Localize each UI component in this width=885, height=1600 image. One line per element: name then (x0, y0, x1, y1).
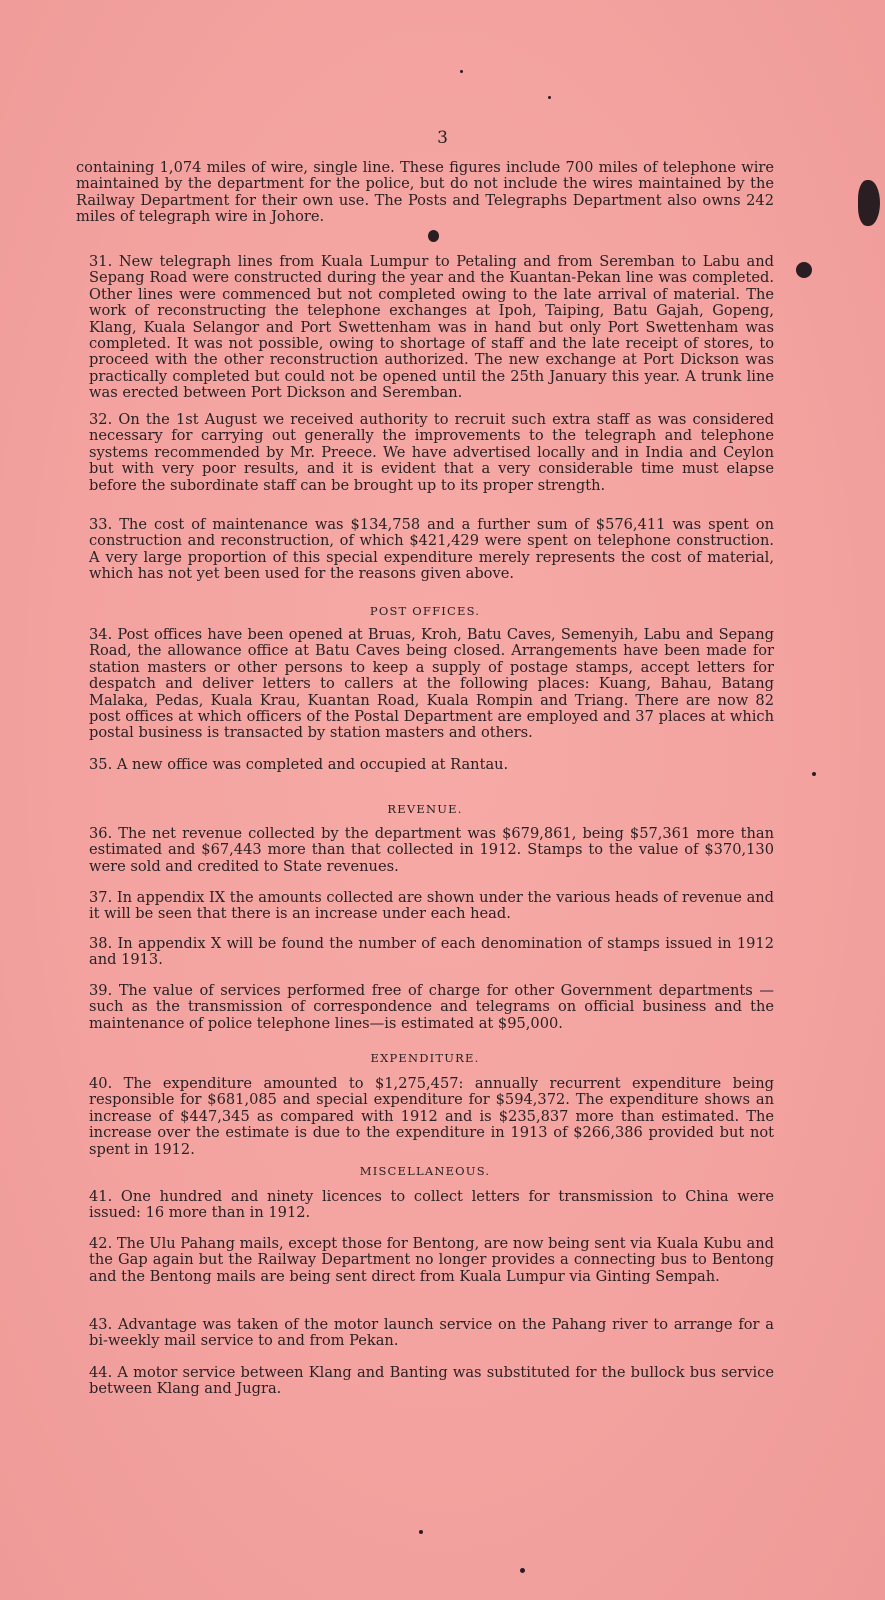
ink-speck (419, 1530, 423, 1534)
paragraph-32: 32. On the 1st August we received authority to recruit such extra staff as was considered necessary for carrying out generally the improvements to the telegraph and telephone systems recommended by Mr. Preece. We have advertised locally and in India and Ceylon but with very poor results, and it is evident that a very considerable time must elapse before the subordinate staff can be brought up to its proper strength. (89, 411, 774, 494)
paragraph-43: 43. Advantage was taken of the motor launch service on the Pahang river to arrange for a bi-weekly mail service to and from Pekan. (89, 1316, 774, 1350)
ink-blot (858, 180, 880, 226)
paragraph-36: 36. The net revenue collected by the department was $679,861, being $57,361 more than estimated and $67,443 more than that collected in 1912. Stamps to the value of $370,130 were sold and credited to State revenues. (89, 825, 774, 875)
paragraph-39: 39. The value of services performed free of charge for other Government departments —such as the transmission of correspondence and telegrams on official business and the maintenance of police telephone lines—is estimated at $95,000. (89, 982, 774, 1032)
ink-blot (796, 262, 812, 278)
ink-speck (460, 70, 463, 73)
heading-miscellaneous: MISCELLANEOUS. (359, 1164, 491, 1178)
paragraph-31: 31. New telegraph lines from Kuala Lumpur to Petaling and from Seremban to Labu and Sepang Road were constructed during the year and the Kuantan-Pekan line was completed. Other lines were commenced but not completed owing to the late arrival of material. The work of reconstructing the telephone exchanges at Ipoh, Taiping, Batu Gajah, Gopeng, Klang, Kuala Selangor and Port Swettenham was in hand but only Port Swettenham was completed. It was not possible, owing to shortage of staff and the late receipt of stores, to proceed with the other reconstruction authorized. The new exchange at Port Dickson was practically completed but could not be opened until the 25th January this year. A trunk line was erected between Port Dickson and Seremban. (89, 253, 774, 402)
ink-speck (548, 96, 551, 99)
paragraph-35: 35. A new office was completed and occupied at Rantau. (89, 756, 509, 773)
paragraph-34: 34. Post offices have been opened at Bruas, Kroh, Batu Caves, Semenyih, Labu and Sepang Road, the allowance office at Batu Caves being closed. Arrangements have been made for station masters or other persons to keep a supply of postage stamps, accept letters for despatch and deliver letters to callers at the following places: Kuang, Bahau, Batang Malaka, Pedas, Kuala Krau, Kuantan Road, Kuala Rompin and Triang. There are now 82 post offices at which officers of the Postal Department are employed and 37 places at which postal business is transacted by station masters and others. (89, 626, 774, 742)
paragraph-38: 38. In appendix X will be found the number of each denomination of stamps issued in 1912 and 1913. (89, 935, 774, 969)
paragraph-42: 42. The Ulu Pahang mails, except those for Bentong, are now being sent via Kuala Kubu and the Gap again but the Railway Department no longer provides a connecting bus to Bentong and the Bentong mails are being sent direct from Kuala Lumpur via Ginting Sempah. (89, 1235, 774, 1285)
heading-revenue: REVENUE. (387, 802, 463, 816)
page-number: 3 (437, 128, 448, 148)
paragraph-41: 41. One hundred and ninety licences to collect letters for transmission to China were issued: 16 more than in 1912. (89, 1188, 774, 1222)
heading-expenditure: EXPENDITURE. (370, 1051, 480, 1065)
paragraph-telegraph-intro: containing 1,074 miles of wire, single line. These figures include 700 miles of telephone wire maintained by the department for the police, but do not include the wires maintained by the Railway Department for their own use. The Posts and Telegraphs Department also owns 242 miles of telegraph wire in Johore. (76, 159, 774, 226)
paragraph-40: 40. The expenditure amounted to $1,275,457: annually recurrent expenditure being responsible for $681,085 and special expenditure for $594,372. The expenditure shows an increase of $447,345 as compared with 1912 and is $235,837 more than estimated. The increase over the estimate is due to the expenditure in 1913 of $266,386 provided but not spent in 1912. (89, 1075, 774, 1158)
ink-blot (428, 230, 439, 242)
paragraph-37: 37. In appendix IX the amounts collected are shown under the various heads of revenue and it will be seen that there is an increase under each head. (89, 889, 775, 923)
paragraph-44: 44. A motor service between Klang and Banting was substituted for the bullock bus service between Klang and Jugra. (89, 1364, 774, 1398)
ink-speck (520, 1568, 525, 1573)
heading-post-offices: POST OFFICES. (369, 604, 481, 618)
ink-speck (812, 772, 816, 776)
paragraph-33: 33. The cost of maintenance was $134,758 and a further sum of $576,411 was spent on construction and reconstruction, of which $421,429 were spent on telephone construction. A very large proportion of this special expenditure merely represents the cost of material, which has not yet been used for the reasons given above. (89, 516, 774, 583)
